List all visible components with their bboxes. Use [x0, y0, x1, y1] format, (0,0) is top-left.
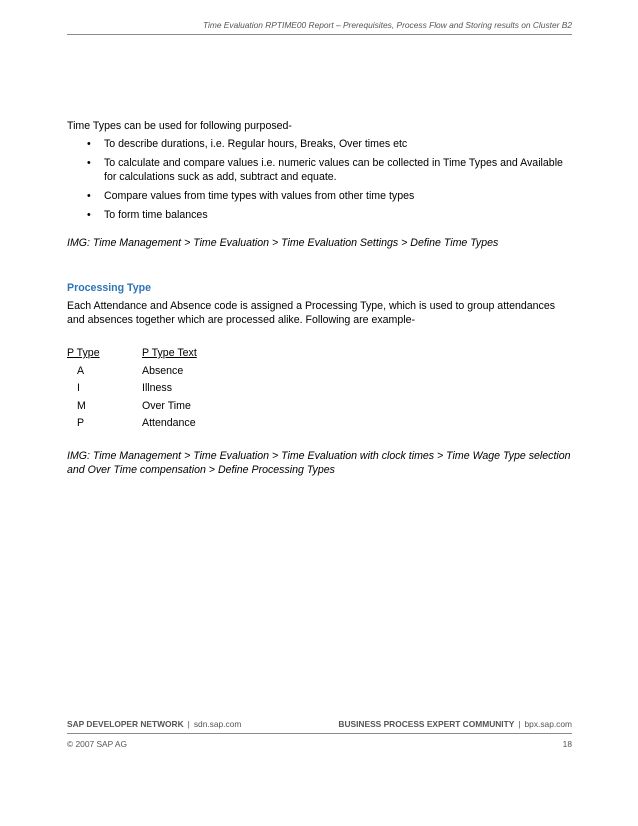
- table-row: [67, 381, 197, 399]
- processing-type-table: [67, 346, 197, 434]
- p-type-text-cell: Over Time: [142, 399, 191, 412]
- p-type-cell: I: [77, 382, 80, 394]
- list-item: • To form time balances: [104, 208, 572, 222]
- footer-sdn: [67, 719, 241, 729]
- purpose-list: [67, 137, 572, 222]
- footer-sdn-label: SAP DEVELOPER NETWORK: [67, 719, 184, 729]
- footer-sdn-url: sdn.sap.com: [193, 719, 242, 729]
- table-header-row: [67, 346, 197, 364]
- table-row: [67, 416, 197, 434]
- column-header-p-type-text: P Type Text: [142, 347, 197, 359]
- p-type-cell: P: [77, 417, 85, 429]
- p-type-text-cell: Absence: [142, 364, 184, 377]
- copyright-notice: © 2007 SAP AG: [67, 739, 128, 749]
- processing-type-description: Each Attendance and Absence code is assigned a Processing Type, which is used to group attendances and absences together which are processed alike. Following are example-: [67, 300, 556, 326]
- footer-separator: |: [518, 719, 521, 729]
- footer-bpx-label: BUSINESS PROCESS EXPERT COMMUNITY: [338, 719, 515, 729]
- footer-bpx: [338, 719, 572, 729]
- p-type-text-cell: Illness: [142, 382, 173, 394]
- img-path-processing-types: IMG: Time Management > Time Evaluation > Time Evaluation with clock times > Time Wage Type selection and Over Time compensation > Define Processing Types: [67, 449, 571, 476]
- section-heading-processing-type: Processing Type: [67, 282, 151, 294]
- column-header-p-type: P Type: [67, 347, 100, 359]
- footer-separator: |: [187, 719, 190, 729]
- footer-divider: [67, 733, 572, 734]
- list-item: • To calculate and compare values i.e. numeric values can be collected in Time Types and Available for calculations suck as add, subtract and equate.: [104, 156, 572, 184]
- p-type-cell: M: [77, 399, 86, 412]
- intro-text: Time Types can be used for following purposed-: [67, 120, 292, 132]
- footer-bpx-url: bpx.sap.com: [524, 719, 572, 729]
- img-path-time-types: IMG: Time Management > Time Evaluation > Time Evaluation Settings > Define Time Types: [67, 237, 499, 249]
- page-content: [67, 119, 572, 477]
- header-divider: [67, 34, 572, 35]
- p-type-text-cell: Attendance: [142, 417, 196, 429]
- table-row: [67, 364, 197, 382]
- list-item: • Compare values from time types with values from other time types: [104, 189, 572, 203]
- table-row: [67, 399, 197, 417]
- page-number: 18: [562, 739, 572, 749]
- list-item: • To describe durations, i.e. Regular hours, Breaks, Over times etc: [104, 137, 572, 151]
- p-type-cell: A: [77, 364, 85, 377]
- running-header: Time Evaluation RPTIME00 Report – Prerequisites, Process Flow and Storing results on Cluster B2: [202, 20, 572, 30]
